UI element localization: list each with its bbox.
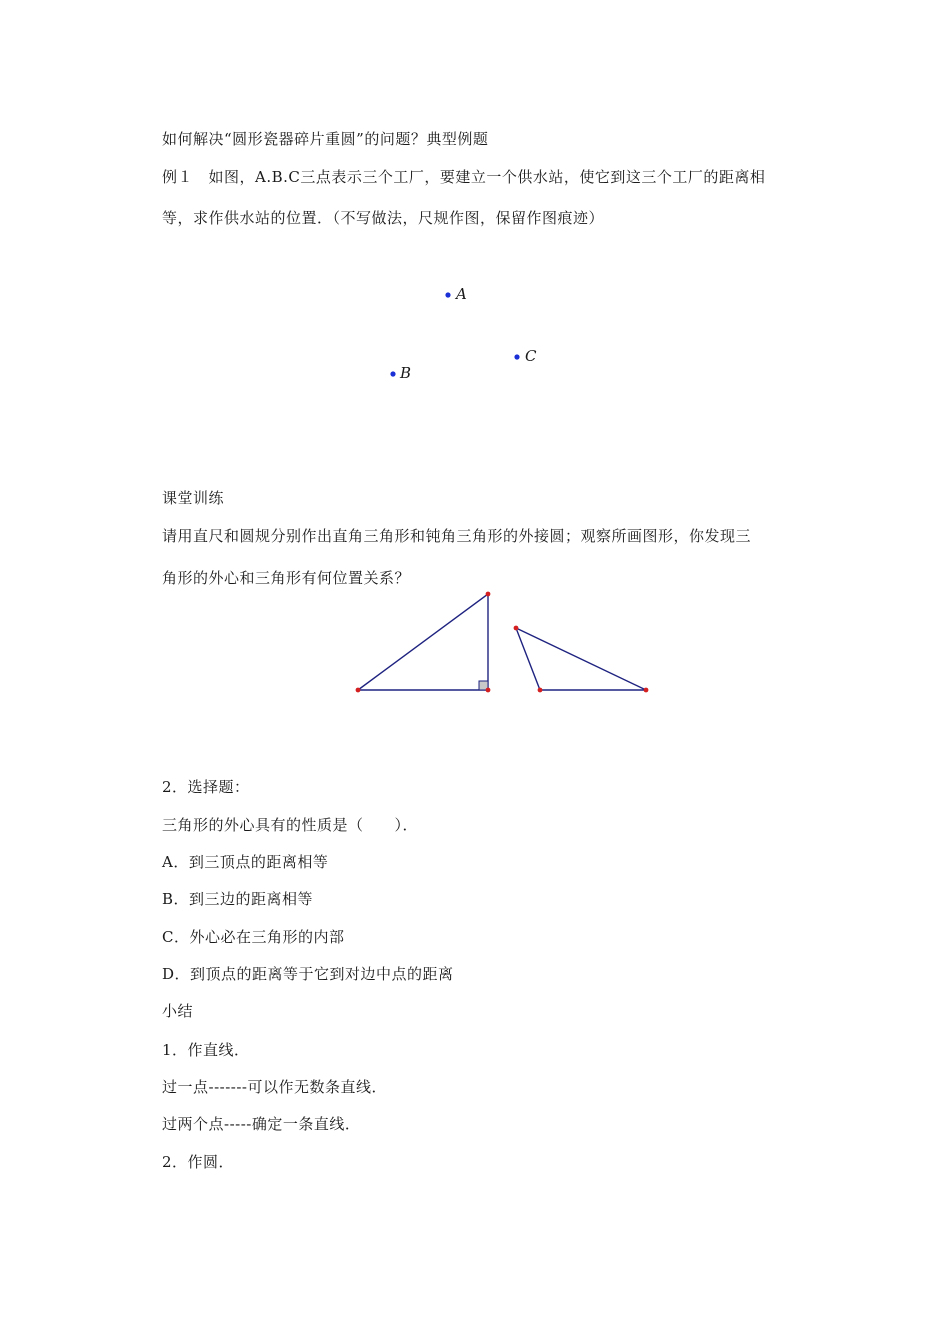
option-b: B．到三边的距离相等 (162, 890, 314, 908)
summary-item1-line1: 过一点-------可以作无数条直线． (162, 1078, 387, 1096)
question-stem: 三角形的外心具有的性质是（ ）． (162, 816, 419, 834)
practice-line1: 请用直尺和圆规分别作出直角三角形和钝角三角形的外接圆；观察所画图形，你发现三 (162, 527, 752, 545)
vertex (644, 688, 649, 693)
example1-line1: 例１ 如图，A.B.C三点表示三个工厂，要建立一个供水站，使它到这三个工厂的距离相 (162, 168, 766, 186)
summary-item1-line2: 过两个点-----确定一条直线． (162, 1115, 361, 1133)
practice-line2: 角形的外心和三角形有何位置关系？ (162, 569, 411, 587)
vertex (514, 626, 519, 631)
point-a (445, 285, 467, 303)
vertex (486, 592, 491, 597)
option-c: C．外心必在三角形的内部 (162, 928, 345, 946)
obtuse-triangle (514, 626, 649, 693)
summary-item2: 2．作圆． (162, 1153, 235, 1171)
point-c (514, 347, 537, 365)
vertex (538, 688, 543, 693)
question-number: 2．选择题： (162, 778, 250, 796)
summary-item1: 1．作直线． (162, 1041, 250, 1059)
example1-line2: 等，求作供水站的位置．（不写做法，尺规作图，保留作图痕迹） (162, 209, 605, 227)
option-d: D．到顶点的距离等于它到对边中点的距离 (162, 965, 454, 983)
point-b-label: B (400, 364, 412, 382)
section-title: 如何解决“圆形瓷器碎片重圆”的问题？典型例题 (162, 130, 489, 148)
practice-heading: 课堂训练 (162, 489, 225, 507)
vertex (356, 688, 361, 693)
summary-heading: 小结 (162, 1002, 194, 1020)
option-a: A．到三顶点的距离相等 (162, 853, 329, 871)
point-c-label: C (525, 347, 537, 365)
right-triangle (356, 592, 491, 693)
point-a-label: A (456, 285, 467, 303)
point-b (390, 364, 411, 382)
vertex (486, 688, 491, 693)
